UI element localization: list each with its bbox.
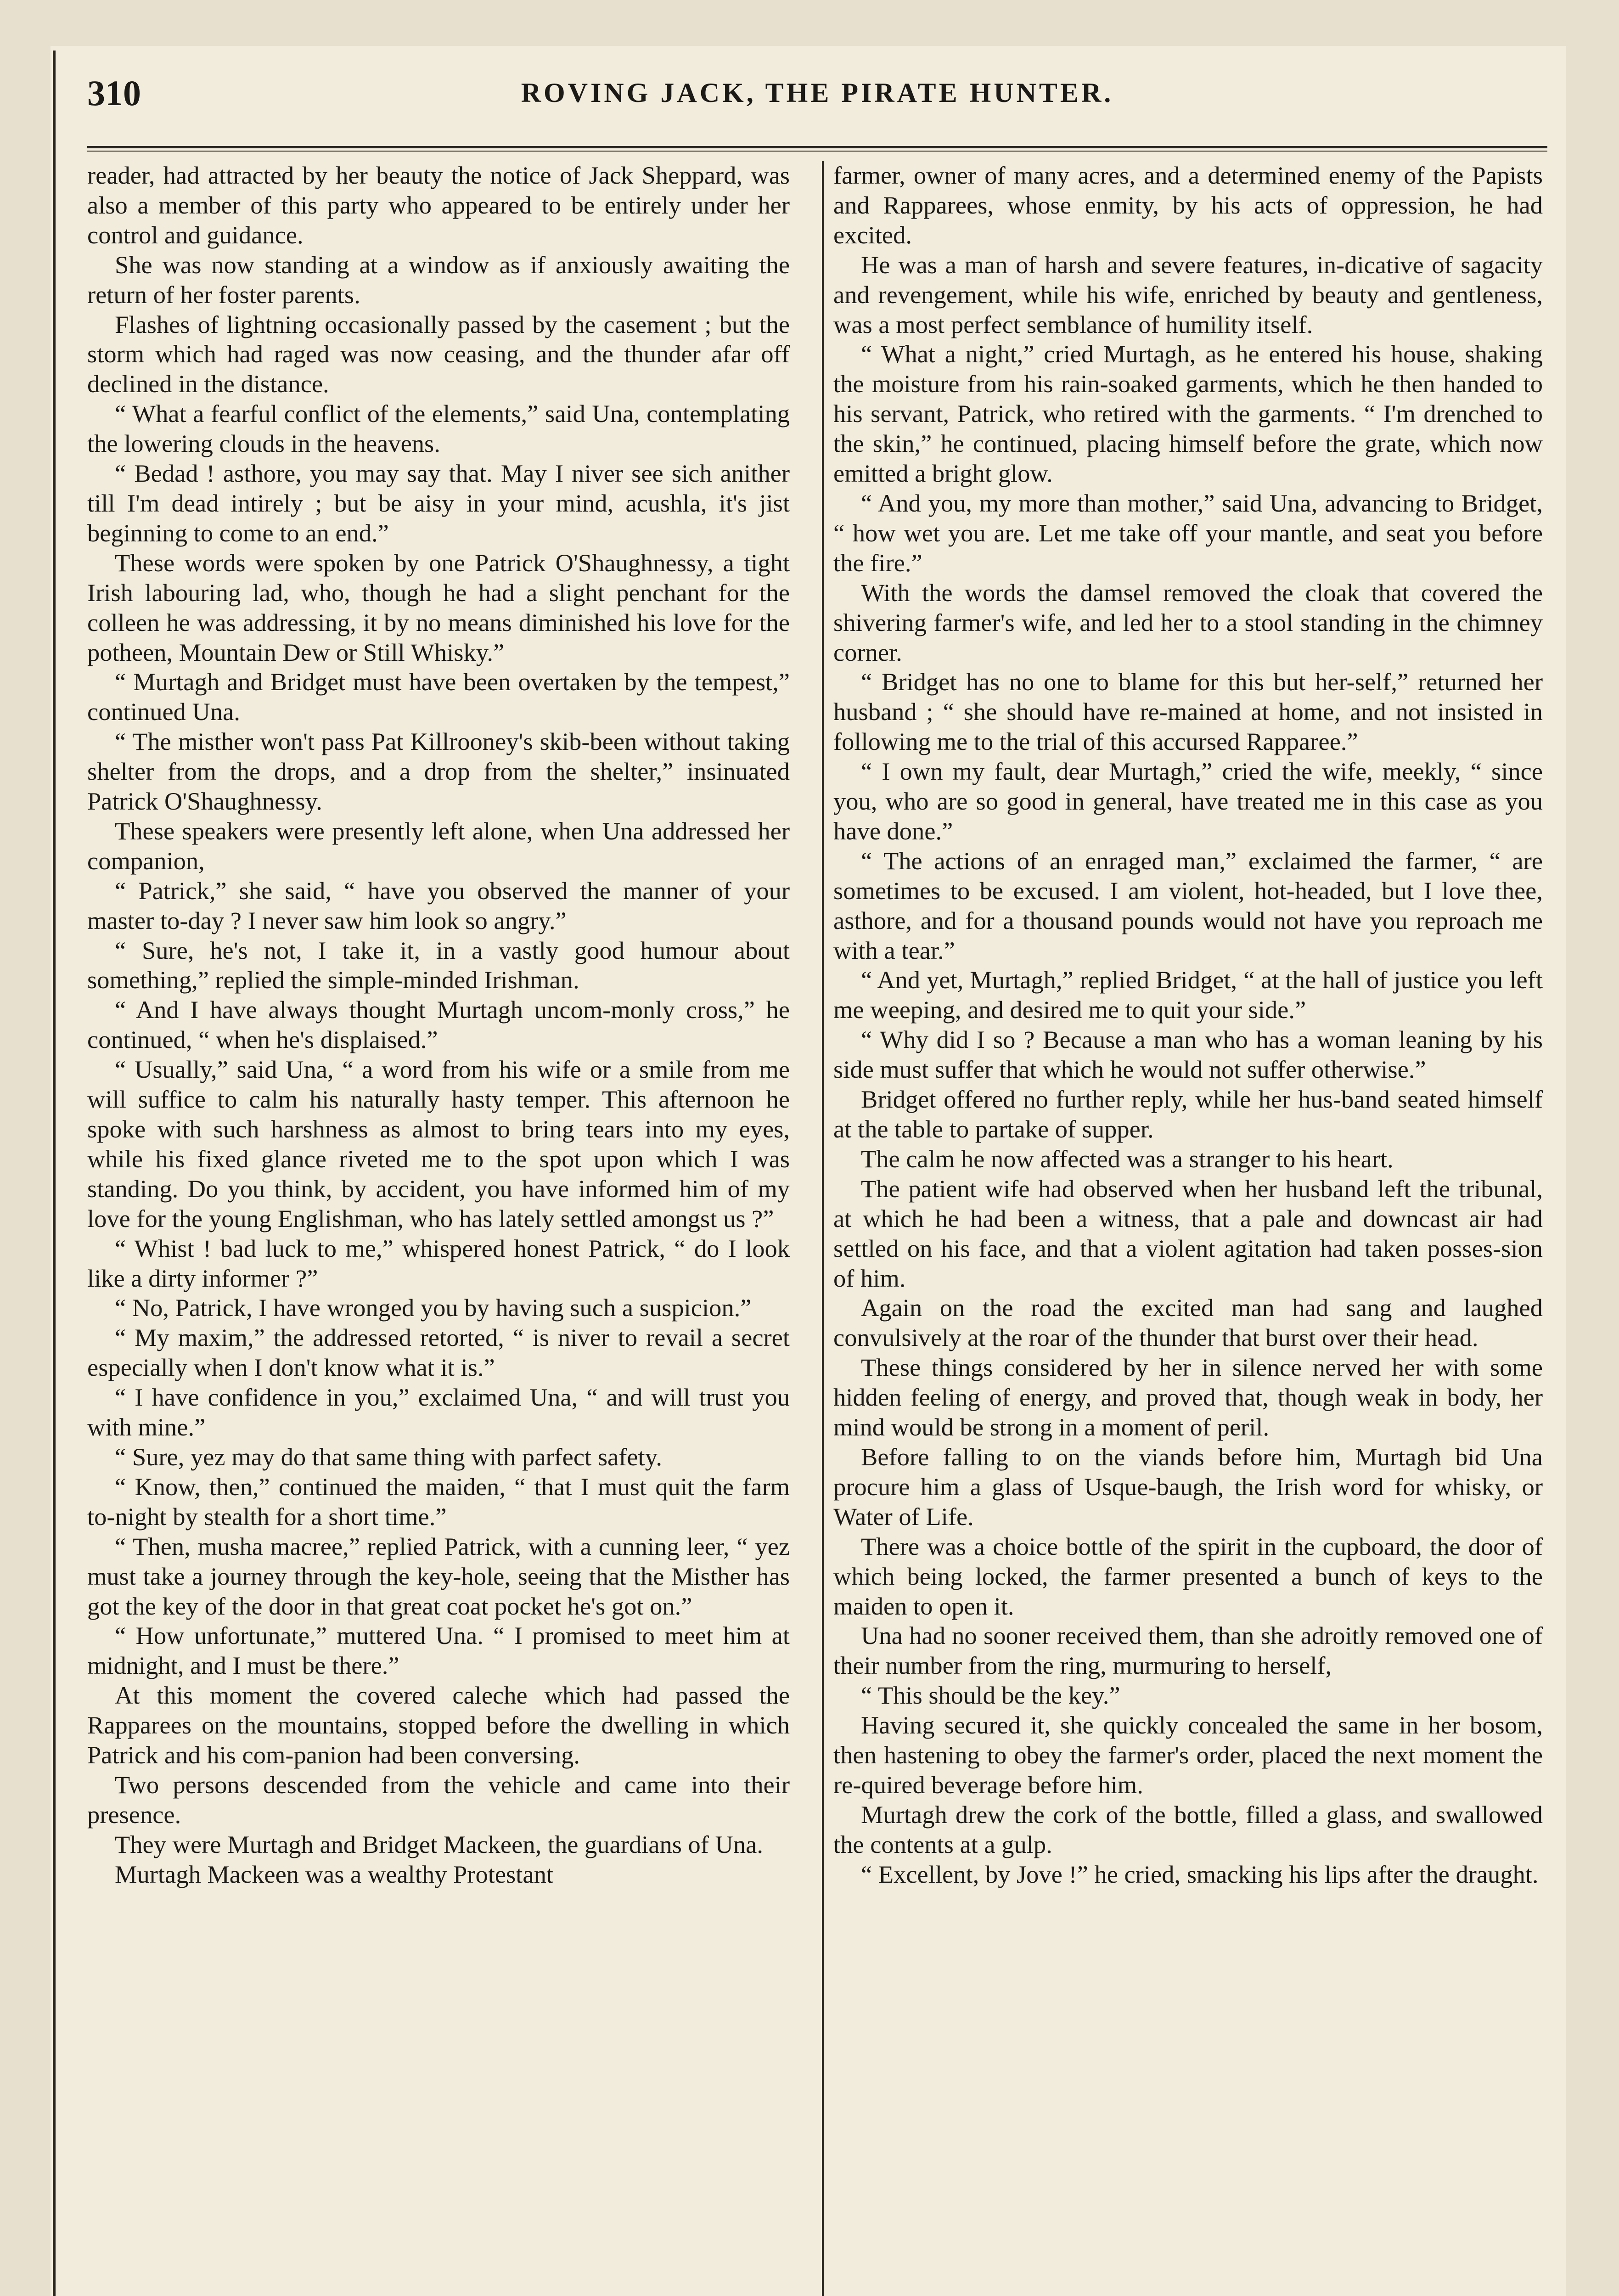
paragraph: Murtagh drew the cork of the bottle, filled a glass, and swallowed the contents at a gulp. — [833, 1800, 1543, 1858]
paragraph: Murtagh Mackeen was a wealthy Protestant — [115, 1860, 553, 1888]
paragraph: These speakers were presently left alone, when Una addressed her companion, — [87, 816, 790, 875]
paragraph: There was a choice bottle of the spirit in the cupboard, the door of which being locked, the farmer presented a bunch of keys to the maiden to open it. — [833, 1532, 1543, 1620]
right-column — [833, 161, 1543, 2296]
paragraph: “ Whist ! bad luck to me,” whispered honest Patrick, “ do I look like a dirty informer ?” — [87, 1234, 790, 1292]
running-title: ROVING JACK, THE PIRATE HUNTER. — [521, 78, 1114, 108]
paragraph: At this moment the covered caleche which had passed the Rapparees on the mountains, stopped before the dwelling in which Patrick and his com-panion had been conversing. — [87, 1681, 790, 1769]
paragraph: Having secured it, she quickly concealed the same in her bosom, then hastening to obey the farmer's order, placed the next moment the re-quired beverage before him. — [833, 1711, 1543, 1799]
paragraph: “ Sure, yez may do that same thing with parfect safety. — [115, 1442, 663, 1471]
paragraph: “ No, Patrick, I have wronged you by having such a suspicion.” — [115, 1294, 752, 1322]
paragraph: “ What a fearful conflict of the elements,” said Una, contemplating the lowering clouds in the heavens. — [87, 400, 790, 458]
paragraph: Before falling to on the viands before him, Murtagh bid Una procure him a glass of Usque-baugh, the Irish word for whisky, or Water of Life. — [833, 1442, 1543, 1531]
paragraph: “ Then, musha macree,” replied Patrick, with a cunning leer, “ yez must take a journey through the key-hole, seeing that the Misther has got the key of the door in that great coat pocket he's got on.” — [87, 1532, 790, 1620]
paragraph: Bridget offered no further reply, while her hus-band seated himself at the table to partake of supper. — [833, 1085, 1543, 1143]
paragraph: With the words the damsel removed the cloak that covered the shivering farmer's wife, and led her to a stool standing in the chimney corner. — [833, 578, 1543, 666]
paragraph: “ Sure, he's not, I take it, in a vastly good humour about something,” replied the simple-minded Irishman. — [87, 936, 790, 994]
paragraph: They were Murtagh and Bridget Mackeen, the guardians of Una. — [115, 1830, 763, 1858]
paragraph: “ Usually,” said Una, “ a word from his wife or a smile from me will suffice to calm his naturally hasty temper. This afternoon he spoke with such harshness as almost to bring tears into my eyes, while his fixed glance riveted me to the spot upon which I was standing. Do you think, by accident, you have informed him of my love for the young Englishman, who has lately settled amongst us ?” — [87, 1055, 790, 1232]
paragraph: “ This should be the key.” — [861, 1681, 1120, 1710]
paragraph: “ Know, then,” continued the maiden, “ that I must quit the farm to-night by stealth for a short time.” — [87, 1472, 790, 1531]
paragraph: “ Why did I so ? Because a man who has a woman leaning by his side must suffer that which he would not suffer otherwise.” — [833, 1025, 1543, 1084]
header-rule-thin — [87, 151, 1547, 152]
paragraph: These words were spoken by one Patrick O'Shaughnessy, a tight Irish labouring lad, who, though he had a slight penchant for the colleen he was addressing, it by no means diminished his love for the potheen, Mountain Dew or Still Whisky.” — [87, 548, 790, 666]
paragraph: “ I have confidence in you,” exclaimed Una, “ and will trust you with mine.” — [87, 1383, 790, 1441]
page-header — [87, 64, 1547, 129]
left-column — [87, 161, 790, 2296]
paragraph: “ What a night,” cried Murtagh, as he entered his house, shaking the moisture from his rain-soaked garments, which he then handed to his servant, Patrick, who retired with the garments. “ I'm drenched to the skin,” he continued, placing himself before the grate, which now emitted a bright glow. — [833, 340, 1543, 488]
paragraph: “ The misther won't pass Pat Killrooney's skib-been without taking shelter from the drops, and a drop from the shelter,” insinuated Patrick O'Shaughnessy. — [87, 727, 790, 816]
paragraph: The patient wife had observed when her husband left the tribunal, at which he had been a witness, that a pale and downcast air had settled on his face, and that a violent agitation had taken posses-sion of him. — [833, 1174, 1543, 1292]
paragraph: “ And yet, Murtagh,” replied Bridget, “ at the hall of justice you left me weeping, and desired me to quit your side.” — [833, 966, 1543, 1024]
paragraph: “ My maxim,” the addressed retorted, “ is niver to revail a secret especially when I don't know what it is.” — [87, 1323, 790, 1382]
paragraph: Again on the road the excited man had sang and laughed convulsively at the roar of the thunder that burst over their head. — [833, 1294, 1543, 1352]
paragraph: “ Bridget has no one to blame for this but her-self,” returned her husband ; “ she should have re-mained at home, and not insisted in following me to the trial of this accursed Rapparee.” — [833, 668, 1543, 756]
paragraph: “ And you, my more than mother,” said Una, advancing to Bridget, “ how wet you are. Let me take off your mantle, and seat you before the fire.” — [833, 489, 1543, 577]
paragraph: reader, had attracted by her beauty the notice of Jack Sheppard, was also a member of this party who appeared to be entirely under her control and guidance. — [87, 161, 790, 249]
page-left-border — [53, 51, 56, 2296]
paragraph: “ Patrick,” she said, “ have you observed the manner of your master to-day ? I never saw him look so angry.” — [87, 876, 790, 934]
paragraph: “ The actions of an enraged man,” exclaimed the farmer, “ are sometimes to be excused. I am violent, hot-headed, but I love thee, asthore, and for a thousand pounds would not have you reproach me with a tear.” — [833, 846, 1543, 964]
column-divider — [822, 161, 824, 2296]
paragraph: “ And I have always thought Murtagh uncom-monly cross,” he continued, “ when he's displaised.” — [87, 996, 790, 1054]
paragraph: “ Excellent, by Jove !” he cried, smacking his lips after the draught. — [861, 1860, 1539, 1888]
paragraph: “ Bedad ! asthore, you may say that. May I niver see sich anither till I'm dead intirely ; but be aisy in your mind, acushla, it's jist beginning to come to an end.” — [87, 459, 790, 547]
paragraph: Flashes of lightning occasionally passed by the casement ; but the storm which had raged was now ceasing, and the thunder afar off declined in the distance. — [87, 310, 790, 398]
paragraph: These things considered by her in silence nerved her with some hidden feeling of energy, and proved that, though weak in body, her mind would be strong in a moment of peril. — [833, 1353, 1543, 1441]
paragraph: “ I own my fault, dear Murtagh,” cried the wife, meekly, “ since you, who are so good in general, have treated me in this case as you have done.” — [833, 757, 1543, 845]
paragraph: Two persons descended from the vehicle and came into their presence. — [87, 1770, 790, 1829]
paragraph: The calm he now affected was a stranger to his heart. — [861, 1144, 1394, 1173]
header-rule — [87, 146, 1547, 148]
paragraph: farmer, owner of many acres, and a determined enemy of the Papists and Rapparees, whose enmity, by his acts of oppression, he had excited. — [833, 161, 1543, 249]
paragraph: “ How unfortunate,” muttered Una. “ I promised to meet him at midnight, and I must be there.” — [87, 1621, 790, 1680]
paragraph: “ Murtagh and Bridget must have been overtaken by the tempest,” continued Una. — [87, 668, 790, 726]
paragraph: He was a man of harsh and severe features, in-dicative of sagacity and revengement, while his wife, enriched by beauty and gentleness, was a most perfect semblance of humility itself. — [833, 250, 1543, 338]
paragraph: She was now standing at a window as if anxiously awaiting the return of her foster parents. — [87, 250, 790, 309]
paragraph: Una had no sooner received them, than she adroitly removed one of their number from the ring, murmuring to herself, — [833, 1621, 1543, 1680]
page-number: 310 — [87, 73, 141, 113]
